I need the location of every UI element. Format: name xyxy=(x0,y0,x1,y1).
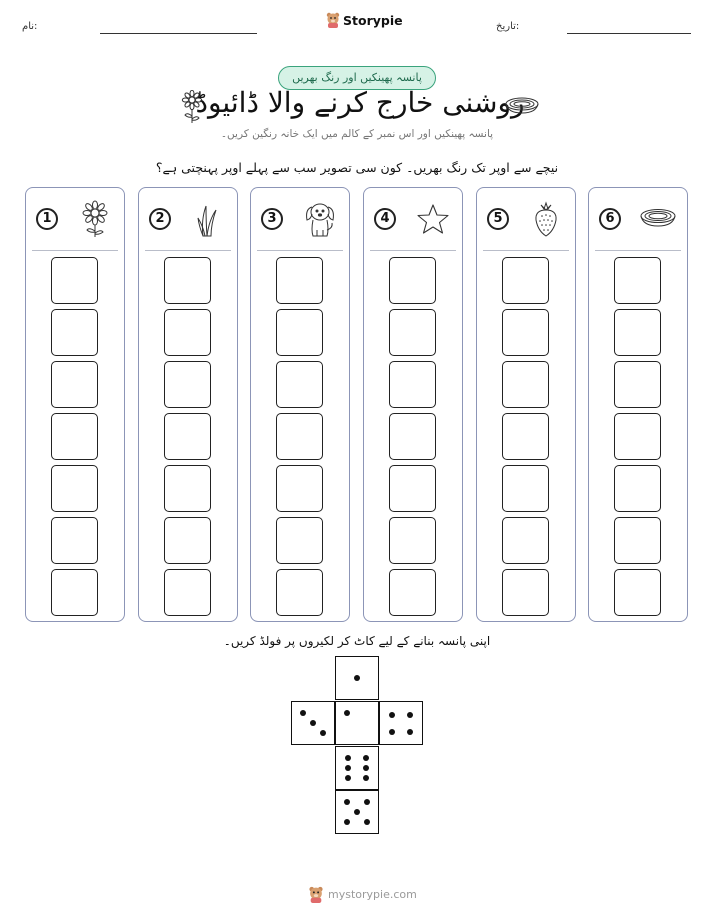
page-subtitle: پانسہ پھینکیں اور اس نمبر کے کالم میں ایک خانہ رنگین کریں۔ xyxy=(220,128,494,140)
color-box[interactable] xyxy=(502,569,549,616)
color-box[interactable] xyxy=(614,569,661,616)
color-box[interactable] xyxy=(164,257,211,304)
column-2 xyxy=(138,187,238,622)
color-box[interactable] xyxy=(502,309,549,356)
name-label: نام: xyxy=(22,21,38,32)
date-label: تاریخ: xyxy=(496,21,520,32)
color-box[interactable] xyxy=(51,361,98,408)
color-box[interactable] xyxy=(51,465,98,512)
die-face-four xyxy=(379,701,423,745)
die-face-one xyxy=(335,656,379,700)
die-face-one-center xyxy=(335,701,379,745)
color-box[interactable] xyxy=(164,517,211,564)
color-box[interactable] xyxy=(276,257,323,304)
color-box[interactable] xyxy=(502,413,549,460)
color-box[interactable] xyxy=(389,309,436,356)
die-face-five xyxy=(335,790,379,834)
pip xyxy=(344,799,350,805)
column-number: 5 xyxy=(487,208,509,230)
color-box[interactable] xyxy=(389,569,436,616)
color-box[interactable] xyxy=(614,309,661,356)
pip xyxy=(363,775,369,781)
color-box[interactable] xyxy=(276,413,323,460)
column-number: 6 xyxy=(599,208,621,230)
footer xyxy=(308,886,417,903)
color-box[interactable] xyxy=(164,361,211,408)
color-box[interactable] xyxy=(164,309,211,356)
activity-badge: پانسہ پھینکیں اور رنگ بھریں xyxy=(278,66,436,90)
pip xyxy=(345,755,351,761)
color-box[interactable] xyxy=(164,465,211,512)
color-box[interactable] xyxy=(502,361,549,408)
bear-icon xyxy=(326,12,340,28)
footer-url[interactable]: mystorypie.com xyxy=(328,888,417,901)
pip xyxy=(345,765,351,771)
column-divider xyxy=(32,250,118,251)
color-box[interactable] xyxy=(276,361,323,408)
pip xyxy=(407,729,413,735)
column-divider xyxy=(370,250,456,251)
pip xyxy=(363,755,369,761)
color-box[interactable] xyxy=(51,569,98,616)
column-6 xyxy=(588,187,688,622)
pip xyxy=(407,712,413,718)
strawberry-icon xyxy=(527,200,565,238)
title-dish-icon xyxy=(504,96,540,116)
column-number: 2 xyxy=(149,208,171,230)
brand-name: Storypie xyxy=(343,12,403,28)
column-1 xyxy=(25,187,125,622)
storypie-logo xyxy=(326,12,403,28)
column-number: 3 xyxy=(261,208,283,230)
grass-icon xyxy=(189,200,227,238)
color-box[interactable] xyxy=(502,257,549,304)
pip xyxy=(354,675,360,681)
color-box[interactable] xyxy=(51,257,98,304)
pip xyxy=(354,809,360,815)
color-box[interactable] xyxy=(51,309,98,356)
color-box[interactable] xyxy=(389,465,436,512)
column-divider xyxy=(483,250,569,251)
column-number: 1 xyxy=(36,208,58,230)
pip xyxy=(320,730,326,736)
die-instruction: اپنی پانسہ بنانے کے لیے کاٹ کر لکیروں پر فولڈ کریں۔ xyxy=(223,634,491,648)
name-line[interactable] xyxy=(100,33,257,34)
color-box[interactable] xyxy=(389,257,436,304)
column-divider xyxy=(145,250,231,251)
color-box[interactable] xyxy=(614,361,661,408)
color-box[interactable] xyxy=(502,465,549,512)
color-box[interactable] xyxy=(389,361,436,408)
color-box[interactable] xyxy=(276,465,323,512)
dish-icon xyxy=(639,200,677,238)
column-number: 4 xyxy=(374,208,396,230)
column-5 xyxy=(476,187,576,622)
color-box[interactable] xyxy=(614,465,661,512)
pip xyxy=(389,729,395,735)
color-box[interactable] xyxy=(614,413,661,460)
color-box[interactable] xyxy=(276,569,323,616)
instruction-question: نیچے سے اوپر تک رنگ بھریں۔ کون سی تصویر سب سے پہلے اوپر پہنچتی ہے؟ xyxy=(155,160,559,175)
column-3 xyxy=(250,187,350,622)
column-divider xyxy=(257,250,343,251)
column-4 xyxy=(363,187,463,622)
page-title: روشنی خارج کرنے والا ڈائیوڈ xyxy=(195,86,525,119)
color-box[interactable] xyxy=(614,517,661,564)
color-box[interactable] xyxy=(389,413,436,460)
pip xyxy=(310,720,316,726)
color-box[interactable] xyxy=(51,517,98,564)
color-box[interactable] xyxy=(276,309,323,356)
bear-icon xyxy=(308,886,324,903)
star-icon xyxy=(414,200,452,238)
color-box[interactable] xyxy=(276,517,323,564)
die-face-three xyxy=(291,701,335,745)
color-box[interactable] xyxy=(164,413,211,460)
flower-icon xyxy=(76,200,114,238)
pip xyxy=(364,819,370,825)
color-box[interactable] xyxy=(614,257,661,304)
date-line[interactable] xyxy=(567,33,691,34)
pip xyxy=(363,765,369,771)
pip xyxy=(389,712,395,718)
color-box[interactable] xyxy=(51,413,98,460)
color-box[interactable] xyxy=(502,517,549,564)
pip xyxy=(300,710,306,716)
pip xyxy=(344,819,350,825)
pip xyxy=(345,775,351,781)
color-box[interactable] xyxy=(389,517,436,564)
column-divider xyxy=(595,250,681,251)
pip xyxy=(364,799,370,805)
color-box[interactable] xyxy=(164,569,211,616)
puppy-icon xyxy=(301,200,339,238)
pip xyxy=(344,710,350,716)
die-face-six xyxy=(335,746,379,790)
